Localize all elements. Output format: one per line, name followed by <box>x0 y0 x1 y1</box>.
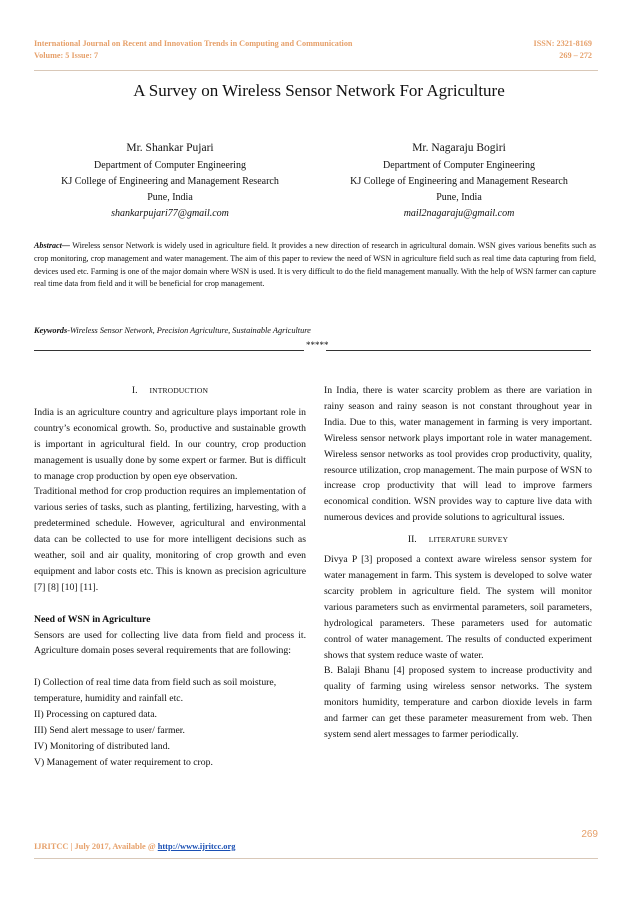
keywords-text: -Wireless Sensor Network, Precision Agriculture, Sustainable Agriculture <box>67 326 311 335</box>
page-range: 269 – 272 <box>559 51 592 60</box>
abstract-label: Abstract— <box>34 241 70 250</box>
author-block-1 <box>20 140 320 222</box>
paragraph: Divya P [3] proposed a context aware wireless sensor system for water management in farm. This system is developed to solve water scarcity problem in agriculture field. The system will monitor various parameters such as envirmental parameters, soil parameters, hydrological parameters. These parameters used for automatic control of water management. The results of conducted experiment shows that system reduce waste of water. <box>324 554 592 661</box>
issn-header <box>534 38 592 62</box>
author-college: KJ College of Engineering and Management Research <box>350 176 568 187</box>
list-item: III) Send alert message to user/ farmer. <box>34 725 185 736</box>
keywords <box>34 325 596 337</box>
list-item: V) Management of water requirement to crop. <box>34 756 213 768</box>
separator-line-right <box>326 340 591 351</box>
paragraph: In India, there is water scarcity problem as there are variation in rainy season and rainy season is not constant throughout year in India. Due to this, water management in farming is very important. Wireless sensor network plays important role in water management. Wireless sensor networks as tool provides crop productivity, quality, resource utilization, crop management. The main purpose of WSN to increase crop productivity that will lead to improve farmers economical condition. WSN provides way to capture live data with numerous devices and provide solutions to agricultural issues. <box>324 385 592 524</box>
author-name: Mr. Nagaraju Bogiri <box>412 142 506 154</box>
paragraph: Traditional method for crop production requires an implementation of various series of tasks, such as planting, fertilizing, harvesting, with a predetermined schedule. However, agricultural and environmental data can be collected to use for more intelligent decisions such as weather, soil and air quality, monitoring of crop growth and even equipment and labor costs etc. This is known as precision agriculture [7] [8] [10] [11]. <box>34 486 306 593</box>
abstract <box>34 240 596 291</box>
subsection-heading: Need of WSN in Agriculture <box>34 613 151 625</box>
journal-name: International Journal on Recent and Innovation Trends in Computing and Communication <box>34 39 353 48</box>
author-location: Pune, India <box>436 192 482 203</box>
author-location: Pune, India <box>147 192 193 203</box>
author-dept: Department of Computer Engineering <box>94 160 246 171</box>
footer <box>34 841 235 853</box>
section-number: II. <box>407 534 417 546</box>
footer-text: IJRITCC | July 2017, Available @ <box>34 842 158 851</box>
author-college: KJ College of Engineering and Management Research <box>61 176 279 187</box>
paragraph: Sensors are used for collecting live data from field and process it. Agriculture domain poses several requirements that are following: <box>34 629 306 657</box>
section-heading-introduction <box>34 383 306 399</box>
section-title: LITERATURE SURVEY <box>428 535 509 545</box>
keywords-label: Keywords <box>34 326 68 335</box>
journal-volume: Volume: 5 Issue: 7 <box>34 51 99 60</box>
author-email[interactable]: mail2nagaraju@gmail.com <box>403 208 515 219</box>
paragraph: B. Balaji Bhanu [4] proposed system to increase productivity and quality of farming using wireless sensor networks. The system monitors humidity, temperature and carbon dioxide levels in farm and farmer can get these parameter measurement from web. Then system send alert messages to farmer periodically. <box>324 665 592 741</box>
author-email[interactable]: shankarpujari77@gmail.com <box>111 208 229 219</box>
abstract-text: Wireless sensor Network is widely used in agriculture field. It provides a new direction of research in agricultural domain. WSN gives various benefits such as crop monitoring, crop management and water management. The aim of this paper to review the need of WSN in agriculture field such as real time data capturing from field, devices used etc. Farming is one of the major domain where WSN is used. It is very difficult to do the field management manually. With the help of WSN farmer can capture real time data from field and it will be beneficial for crop management. <box>34 241 596 289</box>
right-column <box>324 383 592 743</box>
section-number: I. <box>131 385 138 396</box>
paragraph: India is an agriculture country and agriculture plays important role in country’s economical growth. So, productive and sustainable growth is important in agricultural field. In our country, crop production management is usually done by some expert or farmer. But is difficult to manage crop production by open eye observation. <box>34 406 306 482</box>
separator-line-left <box>34 340 304 351</box>
author-name: Mr. Shankar Pujari <box>126 142 214 154</box>
author-dept: Department of Computer Engineering <box>383 160 535 171</box>
list-item: I) Collection of real time data from field such as soil moisture, temperature, humidity and rainfall etc. <box>34 677 277 705</box>
separator-mark: ***** <box>306 340 329 350</box>
section-heading-literature <box>324 532 592 548</box>
paper-title: A Survey on Wireless Sensor Network For Agriculture <box>133 81 505 100</box>
issn: ISSN: 2321-8169 <box>533 39 592 48</box>
list-item: IV) Monitoring of distributed land. <box>34 740 170 752</box>
journal-header <box>34 38 352 62</box>
author-block-2 <box>309 140 609 222</box>
section-title: INTRODUCTION <box>149 386 209 395</box>
left-column <box>34 383 306 771</box>
footer-link[interactable]: http://www.ijritcc.org <box>157 842 236 851</box>
header-rule <box>34 70 598 71</box>
footer-rule <box>34 858 598 859</box>
page-number: 269 <box>581 829 598 840</box>
list-item: II) Processing on captured data. <box>34 709 157 721</box>
